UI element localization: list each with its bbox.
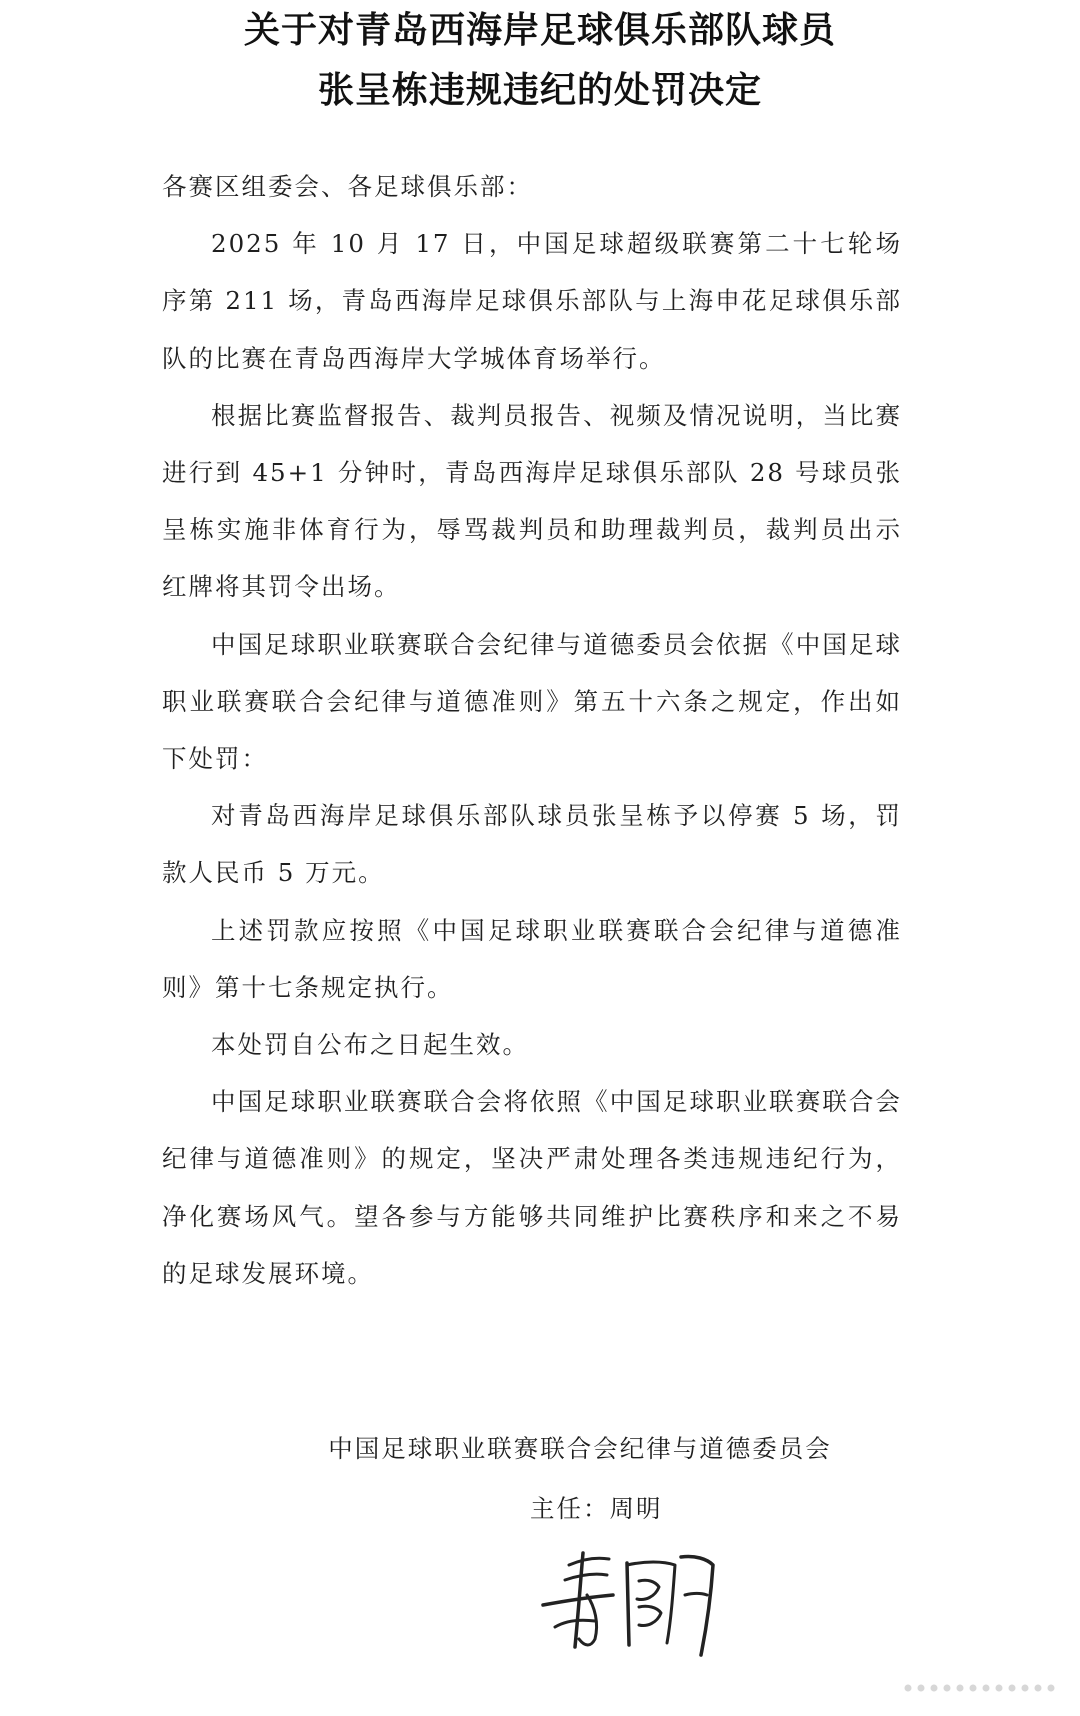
- handwritten-signature: [535, 1535, 725, 1665]
- paragraph-penalty: 对青岛西海岸足球俱乐部队球员张呈栋予以停赛 5 场，罚款人民币 5 万元。: [162, 801, 902, 888]
- more-dots-icon: [902, 1678, 1062, 1698]
- paragraph-basis: 中国足球职业联赛联合会纪律与道德委员会依据《中国足球职业联赛联合会纪律与道德准则》第五十六条之规定，作出如下处罚：: [162, 629, 902, 774]
- paragraph-fine-execution: 上述罚款应按照《中国足球职业联赛联合会纪律与道德准则》第十七条规定执行。: [162, 915, 902, 1002]
- document-title-line-2: 张呈栋违规违纪的处罚决定: [317, 69, 762, 111]
- paragraph-effective: 本处罚自公布之日起生效。: [211, 1030, 529, 1060]
- chair-name: 主任：周明: [530, 1494, 663, 1523]
- document-body: [162, 158, 902, 1302]
- issuing-organization: 中国足球职业联赛联合会纪律与道德委员会: [328, 1434, 832, 1463]
- paragraph-incident: 根据比赛监督报告、裁判员报告、视频及情况说明，当比赛进行到 45+1 分钟时，青岛西海岸足球俱乐部队 28 号球员张呈栋实施非体育行为，辱骂裁判员和助理裁判员，裁判员出示红牌将其罚令出场。: [162, 400, 902, 602]
- paragraph-closing: 中国足球职业联赛联合会将依照《中国足球职业联赛联合会纪律与道德准则》的规定，坚决严肃处理各类违规违纪行为，净化赛场风气。望各参与方能够共同维护比赛秩序和来之不易的足球发展环境。: [162, 1087, 902, 1288]
- document-title-line-1: 关于对青岛西海岸足球俱乐部队球员: [243, 9, 836, 51]
- salutation: 各赛区组委会、各足球俱乐部：: [162, 172, 533, 201]
- paragraph-match-info: 2025 年 10 月 17 日，中国足球超级联赛第二十七轮场序第 211 场，青岛西海岸足球俱乐部队与上海申花足球俱乐部队的比赛在青岛西海岸大学城体育场举行。: [162, 229, 902, 373]
